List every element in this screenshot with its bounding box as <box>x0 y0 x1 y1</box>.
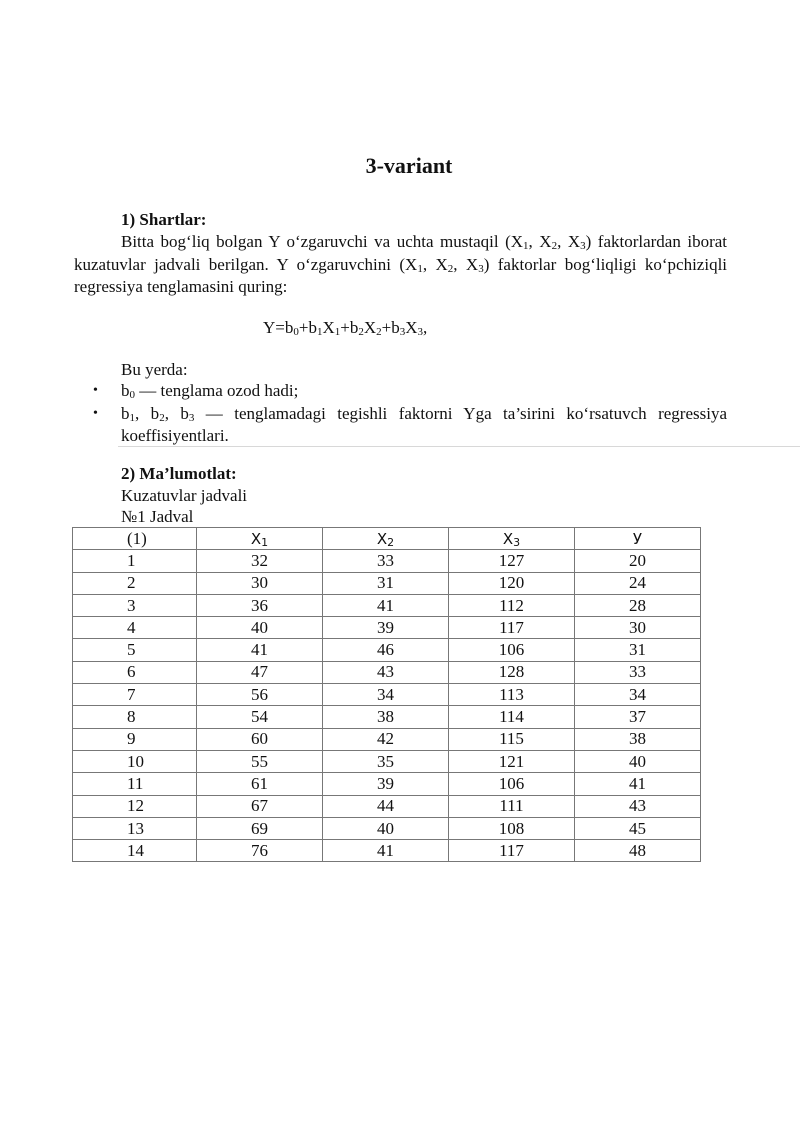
table-cell: 8 <box>73 706 197 728</box>
table-cell: 37 <box>575 706 701 728</box>
table-cell: 39 <box>323 773 449 795</box>
table-cell: 117 <box>449 617 575 639</box>
regression-formula: $Y=b_0+b_1X_1+b_2X_2+b_3X_3$, <box>263 318 428 338</box>
table-cell: 30 <box>575 617 701 639</box>
table-cell: 38 <box>323 706 449 728</box>
table-cell: 128 <box>449 661 575 683</box>
where-label: Bu yerda: <box>121 360 188 379</box>
header-y: У <box>575 528 701 550</box>
table-cell: 41 <box>197 639 323 661</box>
table-cell: 114 <box>449 706 575 728</box>
table-cell: 34 <box>323 684 449 706</box>
table-cell: 115 <box>449 728 575 750</box>
table-cell: 41 <box>323 594 449 616</box>
table-row <box>73 750 701 772</box>
table-cell: 24 <box>575 572 701 594</box>
section-heading-conditions: 1) Shartlar: <box>121 210 207 229</box>
table-cell: 120 <box>449 572 575 594</box>
table-cell: 10 <box>73 750 197 772</box>
table-number: №1 Jadval <box>121 507 194 526</box>
bullet-icon: • <box>93 383 98 398</box>
table-cell: 32 <box>197 550 323 572</box>
table-caption: Kuzatuvlar jadvali <box>121 486 248 505</box>
table-cell: 47 <box>197 661 323 683</box>
table-row <box>73 661 701 683</box>
table-cell: 40 <box>197 617 323 639</box>
header-x2: $X_2$ <box>323 528 449 550</box>
header-x3: $X_3$ <box>449 528 575 550</box>
observations-table <box>72 527 701 862</box>
table-cell: 60 <box>197 728 323 750</box>
table-cell: 69 <box>197 817 323 839</box>
definition-b0: • $b_0$ — tenglama ozod hadi; <box>93 381 299 401</box>
table-cell: 48 <box>575 840 701 862</box>
header-index: (1) <box>73 528 197 550</box>
table-cell: 43 <box>575 795 701 817</box>
divider <box>118 446 800 447</box>
header-x1: $X_1$ <box>197 528 323 550</box>
table-cell: 3 <box>73 594 197 616</box>
definition-coefficients: • $b_1$, $b_2$, $b_3$ — tenglamadagi tegishli faktorni Yga ta’sirini ko‘rsatuvch regressiya koeffisiyentlari. <box>93 403 728 445</box>
table-row <box>73 840 701 862</box>
table-cell: 76 <box>197 840 323 862</box>
table-row <box>73 550 701 572</box>
table-cell: 111 <box>449 795 575 817</box>
table-cell: 41 <box>323 840 449 862</box>
table-cell: 28 <box>575 594 701 616</box>
table-cell: 11 <box>73 773 197 795</box>
table-cell: 106 <box>449 639 575 661</box>
table-row <box>73 817 701 839</box>
table-body <box>73 550 701 862</box>
table-cell: 108 <box>449 817 575 839</box>
table-cell: 7 <box>73 684 197 706</box>
table-row <box>73 684 701 706</box>
table-cell: 40 <box>575 750 701 772</box>
table-cell: 36 <box>197 594 323 616</box>
table-cell: 41 <box>575 773 701 795</box>
table-cell: 5 <box>73 639 197 661</box>
table-row <box>73 795 701 817</box>
table-cell: 33 <box>575 661 701 683</box>
table-cell: 127 <box>449 550 575 572</box>
table-cell: 106 <box>449 773 575 795</box>
table-row <box>73 639 701 661</box>
table-header-row <box>73 528 701 550</box>
table-cell: 40 <box>323 817 449 839</box>
table-cell: 67 <box>197 795 323 817</box>
table-cell: 38 <box>575 728 701 750</box>
table-cell: 35 <box>323 750 449 772</box>
table-cell: 1 <box>73 550 197 572</box>
table-cell: 61 <box>197 773 323 795</box>
table-row <box>73 594 701 616</box>
table-cell: 6 <box>73 661 197 683</box>
conditions-paragraph: Bitta bog‘liq bolgan Y o‘zgaruvchi va uchta mustaqil ($X_1$, $X_2$, $X_3$) faktorlardan iborat kuzatuvlar jadvali berilgan. Y o‘zgaruvchini ($X_1$, $X_2$, $X_3$) faktorlar bog‘liqligi ko‘pchiziqli regressiya tenglamasini quring: <box>74 232 728 296</box>
table-cell: 44 <box>323 795 449 817</box>
table-cell: 46 <box>323 639 449 661</box>
table-cell: 31 <box>323 572 449 594</box>
table-cell: 34 <box>575 684 701 706</box>
table-cell: 45 <box>575 817 701 839</box>
definitions-list <box>93 380 727 448</box>
table-cell: 43 <box>323 661 449 683</box>
table-row <box>73 773 701 795</box>
table-cell: 4 <box>73 617 197 639</box>
table-cell: 113 <box>449 684 575 706</box>
table-cell: 39 <box>323 617 449 639</box>
table-cell: 42 <box>323 728 449 750</box>
table-row <box>73 572 701 594</box>
table-cell: 2 <box>73 572 197 594</box>
bullet-icon: • <box>93 405 98 421</box>
table-cell: 121 <box>449 750 575 772</box>
table-cell: 14 <box>73 840 197 862</box>
table-cell: 12 <box>73 795 197 817</box>
table-row <box>73 706 701 728</box>
table-cell: 117 <box>449 840 575 862</box>
section-heading-data: 2) Ma’lumotlat: <box>121 464 237 483</box>
table-cell: 13 <box>73 817 197 839</box>
table-cell: 33 <box>323 550 449 572</box>
table-cell: 56 <box>197 684 323 706</box>
table-row <box>73 728 701 750</box>
table-cell: 20 <box>575 550 701 572</box>
table-row <box>73 617 701 639</box>
table-cell: 30 <box>197 572 323 594</box>
table-cell: 112 <box>449 594 575 616</box>
page-title: 3-variant <box>365 153 453 178</box>
table-cell: 54 <box>197 706 323 728</box>
table-cell: 55 <box>197 750 323 772</box>
table-cell: 9 <box>73 728 197 750</box>
table-cell: 31 <box>575 639 701 661</box>
